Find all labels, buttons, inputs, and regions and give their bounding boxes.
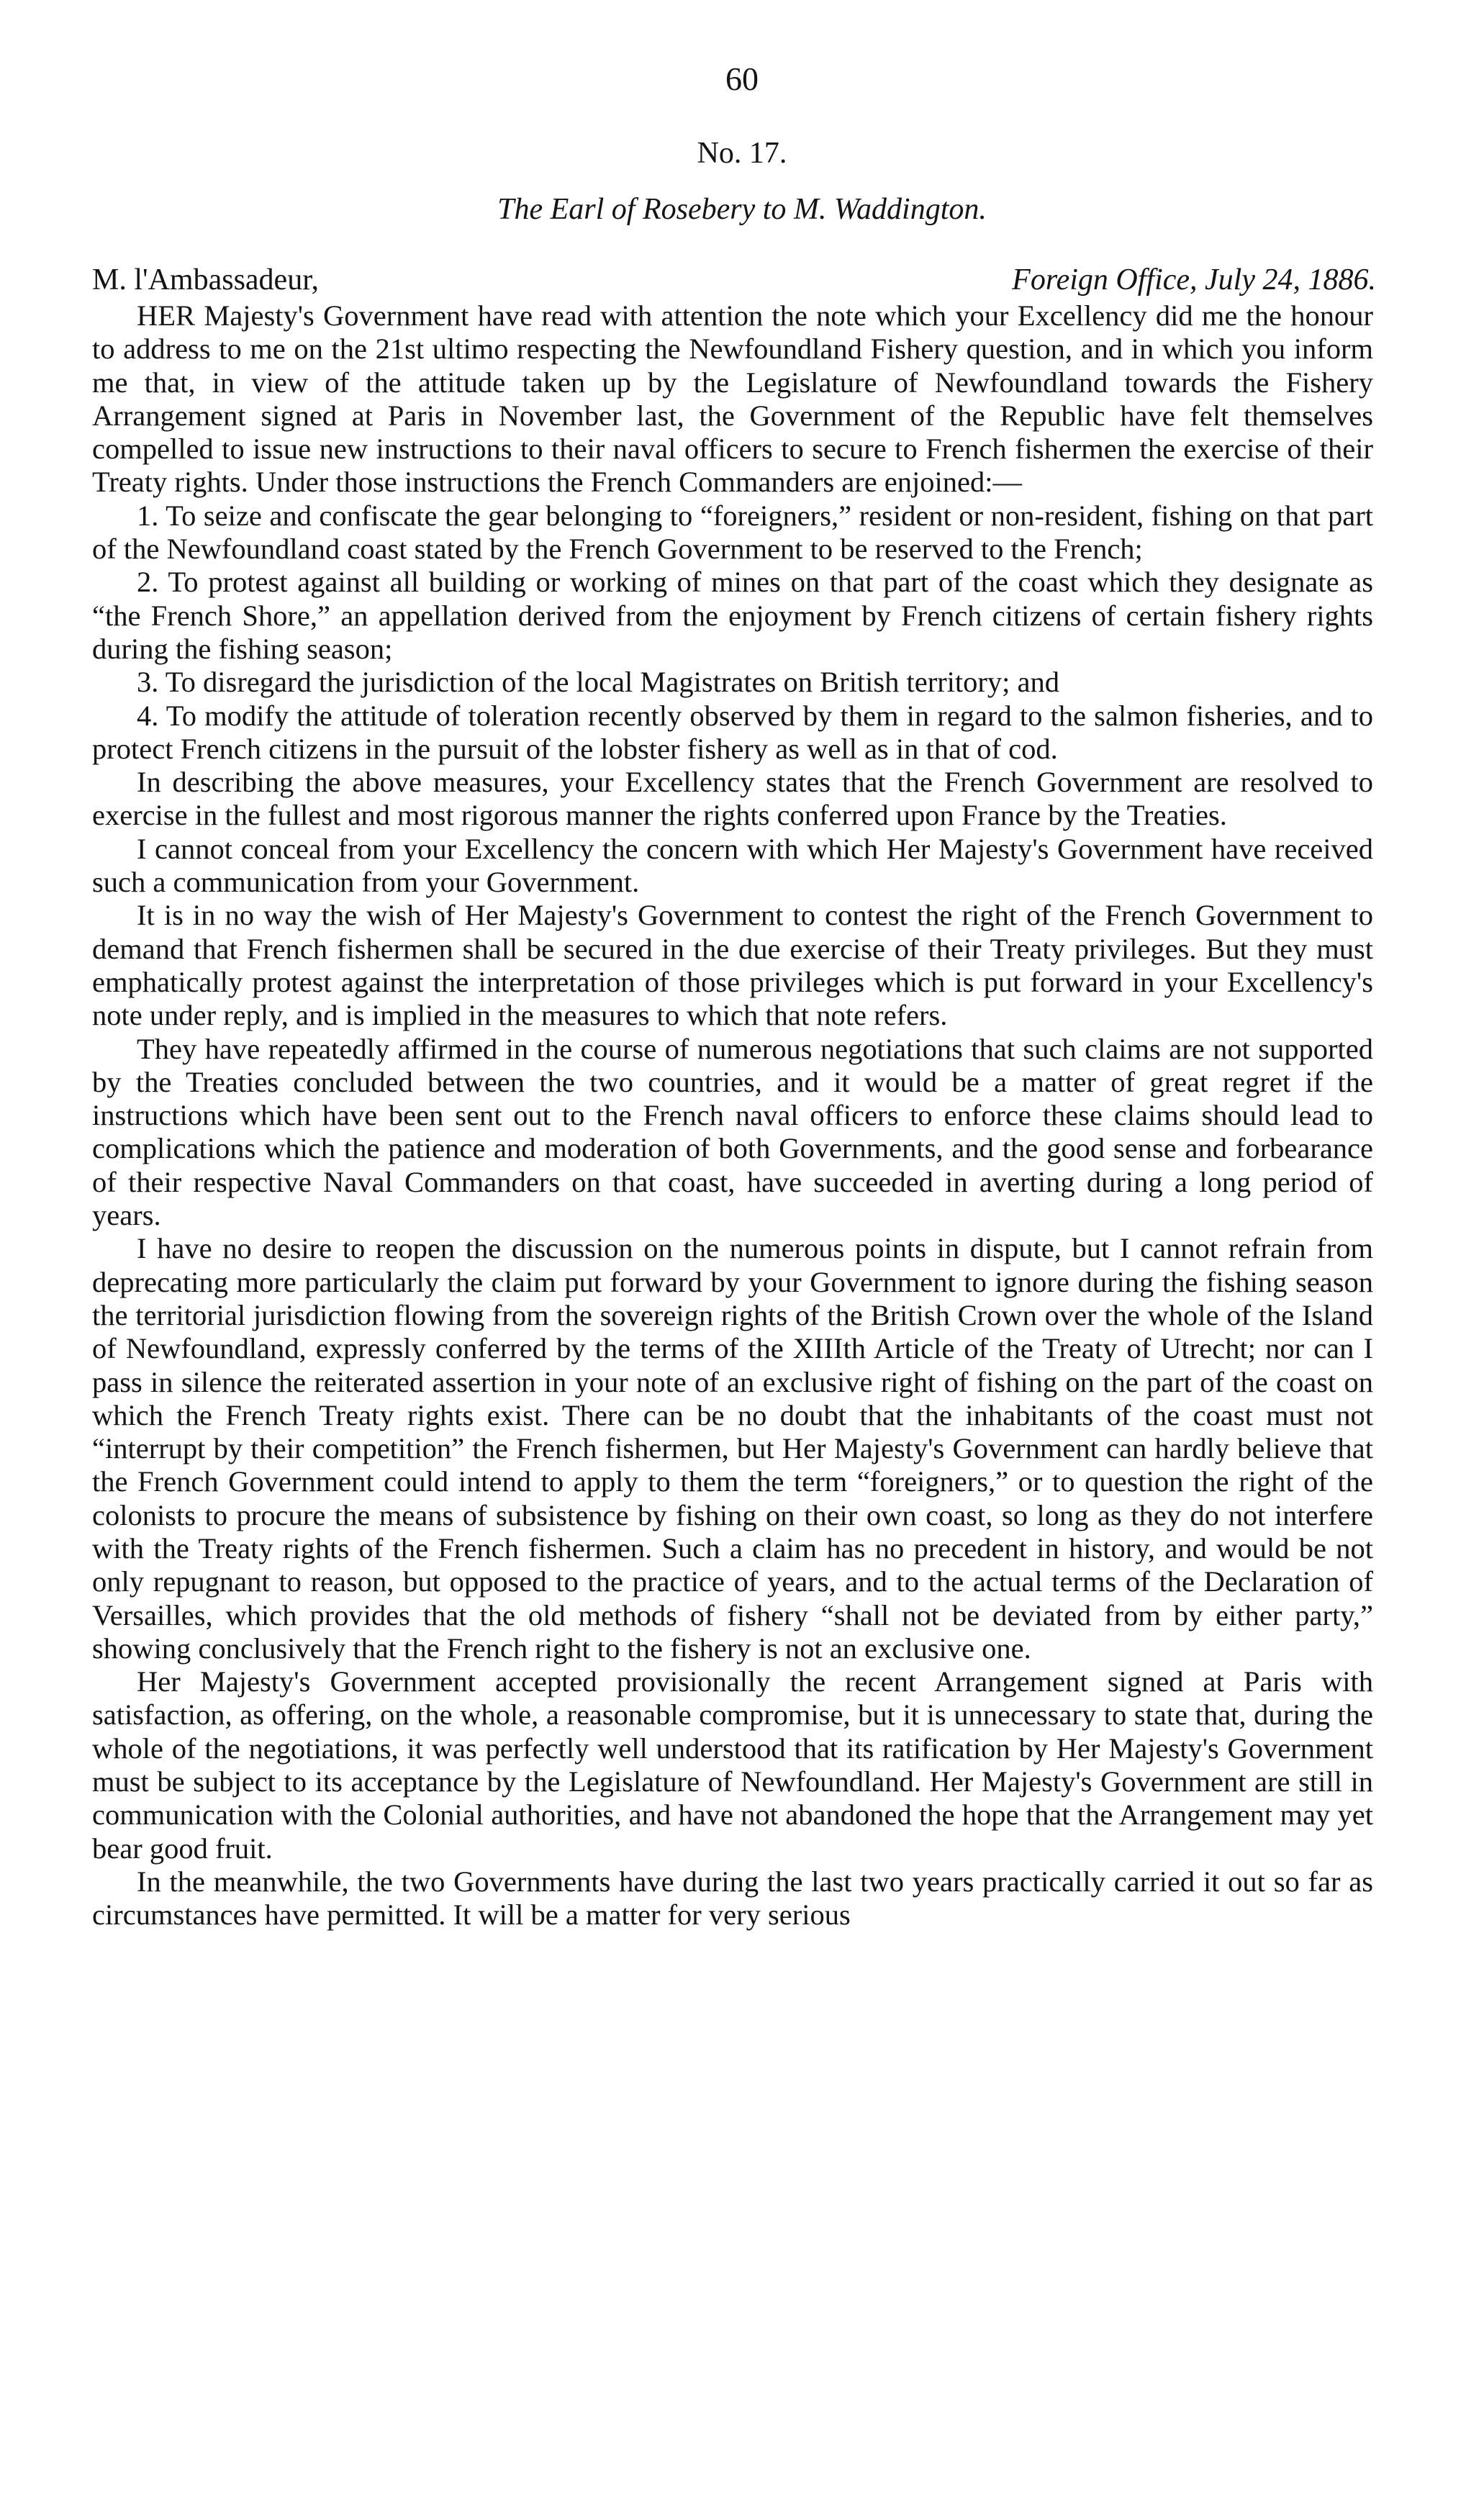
paragraph-measures: In describing the above measures, your Excellency states that the French Government are resolved to exercise in the fullest and most rigorous manner the rights conferred upon France by the Treaties. — [92, 766, 1373, 832]
paragraph-repeatedly-affirmed: They have repeatedly affirmed in the course of numerous negotiations that such claims are not supported by the Treaties concluded between the two countries, and it would be a matter of great regret if the instructions which have been sent out to the French naval officers to enforce these claims should lead to complications which the patience and moderation of both Governments, and the good sense and forbearance of their respective Naval Commanders on that coast, have succeeded in averting during a long period of years. — [92, 1032, 1373, 1232]
letter-body — [92, 299, 1373, 1932]
paragraph-no-desire: I have no desire to reopen the discussion on the numerous points in dispute, but I cannot refrain from deprecating more particularly the claim put forward by your Government to ignore during the fishing season the territorial jurisdiction flowing from the sovereign rights of the British Crown over the whole of the Island of Newfoundland, expressly conferred by the terms of the XIIIth Article of the Treaty of Utrecht; nor can I pass in silence the reiterated assertion in your note of an exclusive right of fishing on the part of the coast on which the French Treaty rights exist. There can be no doubt that the inhabitants of the coast must not “interrupt by their competition” the French fishermen, but Her Majesty's Government can hardly believe that the French Government could intend to apply to them the term “foreigners,” or to question the right of the colonists to procure the means of subsistence by fishing on their own coast, so long as they do not interfere with the Treaty rights of the French fishermen. Such a claim has no precedent in history, and would be not only repugnant to reason, but opposed to the practice of years, and to the actual terms of the Declaration of Versailles, which provides that the old methods of fishery “shall not be deviated from by either party,” showing conclusively that the French right to the fishery is not an exclusive one. — [92, 1232, 1373, 1665]
paragraph-1-text: Majesty's Government have read with attention the note which your Excellency did me the honour to address to me on the 21st ultimo respecting the Newfoundland Fishery question, and in which you inform me that, in view of the attitude taken up by the Legislature of Newfoundland towards the Fishery Arrangement signed at Paris in November last, the Government of the Republic have felt themselves compelled to issue new instructions to their naval officers to secure to French fishermen the exercise of their Treaty rights. Under those instructions the French Commanders are enjoined:— — [92, 299, 1373, 499]
document-number: No. 17. — [697, 137, 787, 170]
dateline: Foreign Office, July 24, 1886. — [1012, 263, 1376, 296]
page-number: 60 — [725, 60, 759, 97]
opening-word: HER — [137, 299, 195, 332]
paragraph-concern: I cannot conceal from your Excellency the concern with which Her Majesty's Government have received such a communication from your Government. — [92, 832, 1373, 899]
salutation: M. l'Ambassadeur, — [92, 263, 319, 296]
numbered-item-4: 4. To modify the attitude of toleration recently observed by them in regard to the salmon fisheries, and to protect French citizens in the pursuit of the lobster fishery as well as in that of cod. — [92, 699, 1373, 765]
numbered-item-1: 1. To seize and confiscate the gear belonging to “foreigners,” resident or non-resident, fishing on that part of the Newfoundland coast stated by the French Government to be reserved to the French; — [92, 499, 1373, 566]
paragraph-meanwhile: In the meanwhile, the two Governments have during the last two years practically carried it out so far as circumstances have permitted. It will be a matter for very serious — [92, 1865, 1373, 1932]
numbered-item-2: 2. To protest against all building or working of mines on that part of the coast which they designate as “the French Shore,” an appellation derived from the enjoyment by French citizens of certain fishery rights during the fishing season; — [92, 566, 1373, 665]
numbered-item-3: 3. To disregard the jurisdiction of the local Magistrates on British territory; and — [137, 666, 1060, 699]
paragraph-no-wish: It is in no way the wish of Her Majesty's Government to contest the right of the French Government to demand that French fishermen shall be secured in the due exercise of their Treaty privileges. But they must emphatically protest against the interpretation of those privileges which is put forward in your Excellency's note under reply, and is implied in the measures to which that note refers. — [92, 899, 1373, 1032]
document-title: The Earl of Rosebery to M. Waddington. — [497, 193, 987, 226]
paragraph-arrangement: Her Majesty's Government accepted provisionally the recent Arrangement signed at Paris with satisfaction, as offering, on the whole, a reasonable compromise, but it is unnecessary to state that, during the whole of the negotiations, it was perfectly well understood that its ratification by Her Majesty's Government must be subject to its acceptance by the Legislature of Newfoundland. Her Majesty's Government are still in communication with the Colonial authorities, and have not abandoned the hope that the Arrangement may yet bear good fruit. — [92, 1665, 1373, 1865]
paragraph-1 — [92, 299, 1373, 499]
